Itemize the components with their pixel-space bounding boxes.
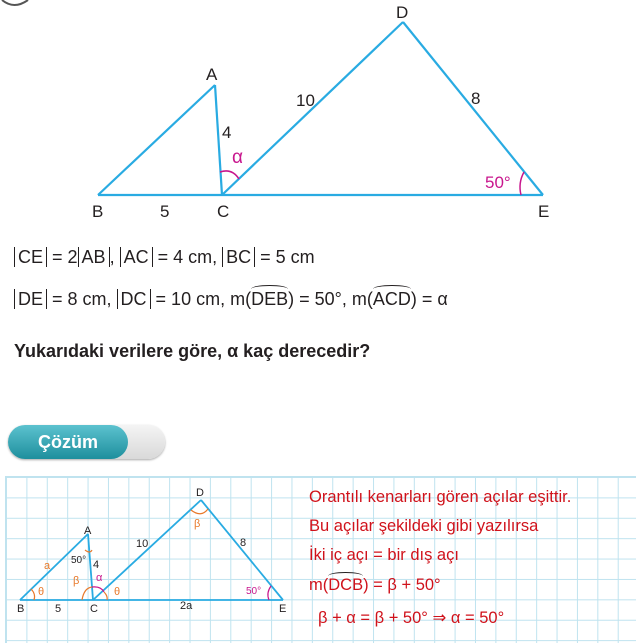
sol-side-DE: 8 — [240, 537, 247, 549]
sol-angle-D: β — [194, 518, 201, 530]
abs-BC: BC — [222, 247, 255, 267]
sol-side-CD: 10 — [136, 538, 149, 550]
alpha-label: α — [232, 147, 243, 168]
question-text: Yukarıdaki verilere göre, α kaç derecedir? — [14, 341, 371, 361]
solution-badge-label: Çözüm — [8, 425, 128, 459]
given-line-1: CE = 2 AB , AC = 4 cm, BC = 5 cm — [14, 247, 315, 268]
angle-DCB: DCB — [328, 576, 364, 594]
abs-CE: CE — [14, 247, 47, 267]
solution-line-5: β + α = β + 50° ⇒ α = 50° — [318, 609, 505, 627]
alpha-arc — [220, 171, 239, 179]
sol-angle-B: θ — [38, 586, 45, 598]
side-DE-label: 8 — [471, 89, 481, 108]
side-DC-label: 10 — [296, 91, 315, 110]
solution-line-3: İki iç açı = bir dış açı — [309, 546, 459, 564]
main-figure — [0, 0, 640, 230]
sol-point-C: C — [90, 603, 98, 615]
sol-edge-CD — [93, 500, 201, 600]
point-B-label: B — [92, 202, 104, 221]
abs-DE: DE — [14, 289, 47, 309]
angle-E-arc — [520, 172, 524, 195]
sol-arc-D — [191, 509, 208, 514]
sol-side-BC: 5 — [55, 603, 62, 615]
sol-angle-C-left: β — [73, 575, 80, 587]
given-line-2: DE = 8 cm, DC = 10 cm, m(DEB) = 50°, m(ACD) = α — [14, 289, 448, 310]
sol-edge-BA — [20, 534, 88, 600]
solution-badge — [8, 425, 165, 459]
solution-figure — [0, 470, 310, 642]
edge-DE — [403, 22, 543, 195]
point-E-label: E — [538, 202, 550, 221]
sol-point-A: A — [84, 525, 92, 537]
solution-line-1: Orantılı kenarları gören açılar eşittir. — [309, 488, 572, 506]
solution-line-2: Bu açılar şekildeki gibi yazılırsa — [309, 517, 539, 535]
abs-DC: DC — [117, 289, 151, 309]
sol-angle-E: 50° — [246, 586, 262, 597]
angle-DEB: DEB — [251, 289, 289, 309]
side-BC-label: 5 — [160, 202, 170, 221]
abs-AB: AB — [78, 247, 110, 267]
sol-arc-C-left — [82, 587, 92, 600]
solution-line-4: m(DCB) = β + 50° — [309, 576, 441, 594]
sol-edge-DE — [201, 500, 283, 600]
side-AC-label: 4 — [222, 123, 232, 142]
angle-ACD: ACD — [372, 289, 411, 309]
sol-angle-A: 50° — [71, 555, 87, 566]
sol-arc-B — [31, 589, 35, 600]
abs-AC: AC — [120, 247, 153, 267]
sol-point-E: E — [279, 603, 287, 615]
sol-side-CE: 2a — [180, 600, 193, 612]
sol-arc-E — [268, 586, 271, 600]
point-A-label: A — [206, 65, 218, 84]
edge-AC — [215, 85, 222, 195]
angle-E-label: 50° — [485, 173, 511, 192]
sol-angle-C-mid: α — [96, 572, 103, 584]
sol-side-AC: 4 — [93, 559, 100, 571]
sol-point-B: B — [17, 603, 25, 615]
edge-BA — [98, 85, 215, 195]
sol-point-D: D — [196, 487, 204, 499]
point-D-label: D — [396, 3, 409, 22]
sol-arc-C-right — [104, 592, 107, 600]
point-C-label: C — [217, 202, 230, 221]
sol-side-a: a — [44, 560, 51, 572]
sol-angle-C-right: θ — [114, 586, 121, 598]
